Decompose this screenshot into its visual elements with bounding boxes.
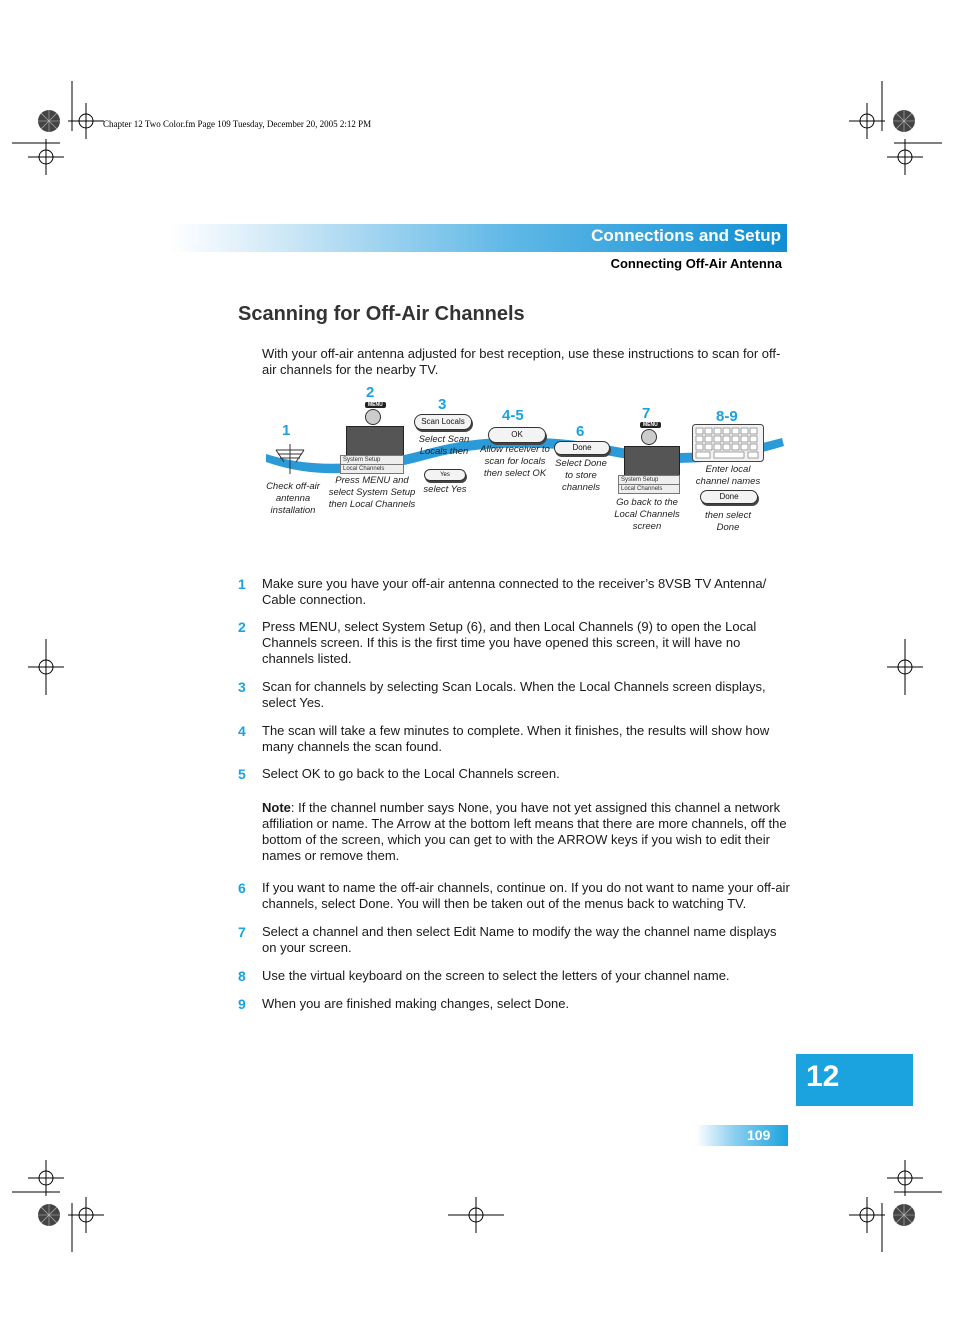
step-text: If you want to name the off-air channels, continue on. If you do not want to name your off-air channels, select Done. You will then be taken out of the menus back to watching TV. xyxy=(262,880,790,911)
header-subtitle: Connecting Off-Air Antenna xyxy=(610,256,782,271)
step-number: 3 xyxy=(238,679,246,695)
diagram-step-6: 6 xyxy=(576,423,585,440)
diagram-step-7: 7 xyxy=(642,405,651,422)
menu-button-icon-7 xyxy=(641,429,657,445)
step-number: 5 xyxy=(238,766,246,782)
diagram-step-8-9: 8-9 xyxy=(716,408,738,425)
header-title: Connections and Setup xyxy=(591,226,781,245)
caption-8-9b: then select Done xyxy=(705,510,751,533)
tv-screen-7 xyxy=(624,446,680,478)
menu-tag: MENU xyxy=(365,402,386,408)
step-number: 7 xyxy=(238,924,246,940)
diagram-step-3: 3 xyxy=(438,396,447,413)
step-text: Use the virtual keyboard on the screen to select the letters of your channel name. xyxy=(262,968,730,983)
keyboard-icon xyxy=(692,424,764,462)
step-number: 4 xyxy=(238,723,246,739)
done-button-6: Done xyxy=(554,441,610,455)
caption-7: Go back to the Local Channels screen xyxy=(614,497,680,532)
file-slug: Chapter 12 Two Color.fm Page 109 Tuesday, December 20, 2005 2:12 PM xyxy=(103,119,372,129)
note-label: Note xyxy=(262,800,291,815)
caption-4-5: Allow receiver to scan for locals then select OK xyxy=(480,444,550,479)
step-text: Scan for channels by selecting Scan Locals. When the Local Channels screen displays, select Yes. xyxy=(262,679,766,710)
scan-locals-button: Scan Locals xyxy=(414,414,472,430)
step-number: 2 xyxy=(238,619,246,635)
chapter-number: 12 xyxy=(806,1060,840,1093)
intro-paragraph: With your off-air antenna adjusted for best reception, use these instructions to scan for off-air channels for the nearby TV. xyxy=(262,346,781,377)
screen-label-system-setup: System Setup xyxy=(340,455,404,465)
step-text: When you are finished making changes, select Done. xyxy=(262,996,570,1011)
done-button-8-9: Done xyxy=(700,490,758,504)
step-text: Select a channel and then select Edit Name to modify the way the channel name displays on your screen. xyxy=(262,924,777,955)
screen-label-local-channels: Local Channels xyxy=(340,464,404,474)
diagram-step-2: 2 xyxy=(366,384,375,401)
caption-8-9a: Enter local channel names xyxy=(695,464,761,487)
screen-label-local-channels-7: Local Channels xyxy=(618,484,680,494)
step-text: The scan will take a few minutes to complete. When it finishes, the results will show how many channels the scan found. xyxy=(262,723,770,754)
caption-3b: select Yes xyxy=(423,484,467,495)
note-text: : If the channel number says None, you have not yet assigned this channel a network affiliation or name. The Arrow at the bottom left means that there are more channels, off the bottom of the screen, which you can get to with the ARROW keys if you wish to edit their names or remove them. xyxy=(262,800,787,863)
menu-button-icon xyxy=(365,409,381,425)
screen-label-system-setup-7: System Setup xyxy=(618,475,680,485)
diagram-step-1: 1 xyxy=(282,422,291,439)
caption-1: Check off-air antenna installation xyxy=(266,481,320,516)
diagram-step-4-5: 4-5 xyxy=(502,407,524,424)
scan-diagram xyxy=(262,384,792,542)
menu-tag-7: MENU xyxy=(640,422,661,428)
caption-6: Select Done to store channels xyxy=(555,458,607,493)
step-number: 1 xyxy=(238,576,246,592)
tv-screen-2 xyxy=(346,426,404,458)
page-number: 109 xyxy=(747,1127,771,1143)
ok-button: OK xyxy=(488,427,546,443)
step-number: 8 xyxy=(238,968,246,984)
section-title: Scanning for Off-Air Channels xyxy=(238,303,525,325)
step-number: 9 xyxy=(238,996,246,1012)
step-text: Press MENU, select System Setup (6), and then Local Channels (9) to open the Local Channels screen. If this is the first time you have opened this screen, it will have no channels listed. xyxy=(262,619,757,666)
step-number: 6 xyxy=(238,880,246,896)
caption-2: Press MENU and select System Setup then Local Channels xyxy=(328,475,416,510)
caption-3a: Select Scan Locals then xyxy=(418,434,470,457)
antenna-icon xyxy=(272,440,308,476)
note-paragraph xyxy=(262,800,792,864)
step-text: Make sure you have your off-air antenna connected to the receiver’s 8VSB TV Antenna/ Cable connection. xyxy=(262,576,767,607)
step-text: Select OK to go back to the Local Channels screen. xyxy=(262,766,560,781)
yes-button: Yes xyxy=(424,469,466,481)
page-number-bar xyxy=(696,1125,788,1146)
